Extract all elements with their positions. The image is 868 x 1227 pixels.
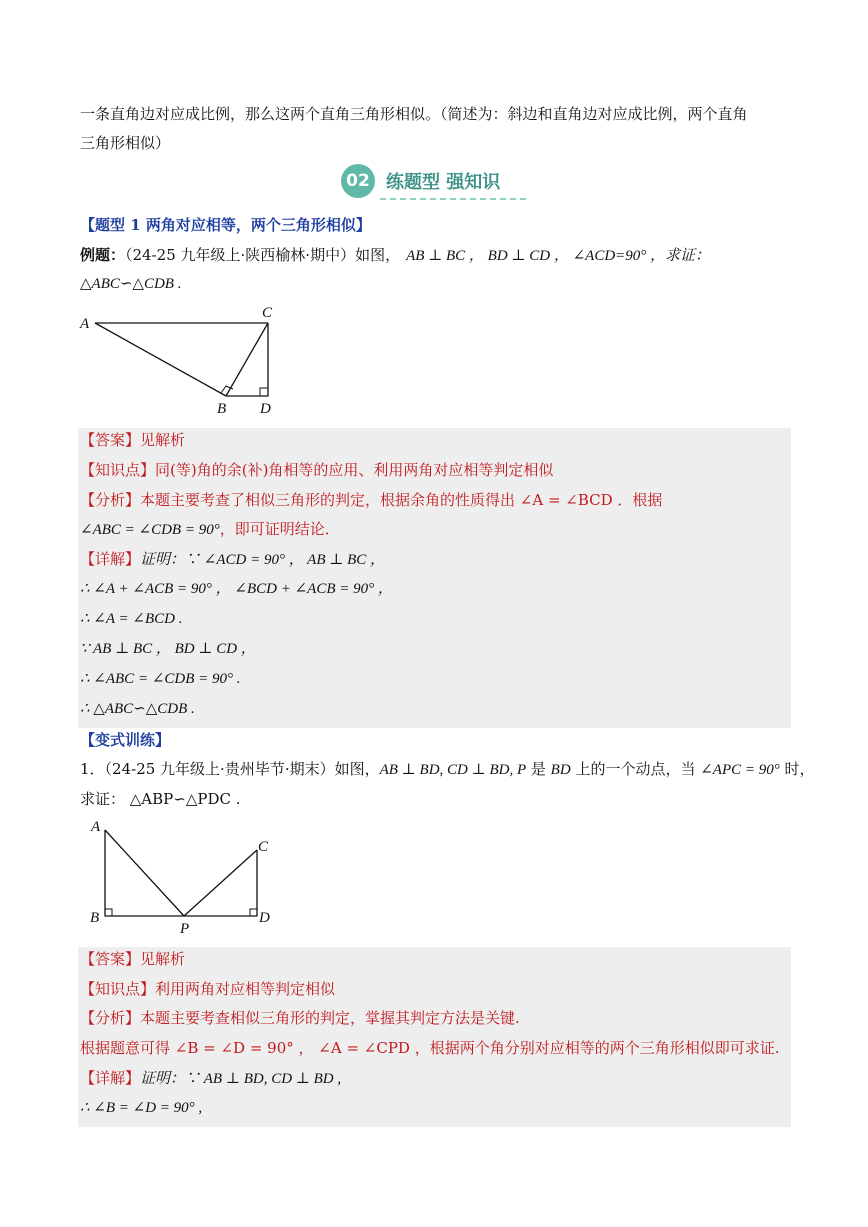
answer1-text: 见解析 xyxy=(140,431,186,449)
answer1-line xyxy=(80,430,185,450)
example-goal: △ABC∽△CDB . xyxy=(80,276,182,292)
detail1-line-5: ∴ △ABC∽△CDB . xyxy=(80,701,195,717)
knowledge1-text: 同(等)角的余(补)角相等的应用、利用两角对应相等判定相似 xyxy=(155,461,554,479)
detail1-line-0 xyxy=(80,549,385,570)
analysis1-tag: 【分析】 xyxy=(80,491,141,509)
variant-heading: 【变式训练】 xyxy=(80,731,171,749)
figure-1-triangle xyxy=(76,300,296,422)
q1-end: 时， xyxy=(779,760,815,778)
detail2-line-0 xyxy=(80,1068,341,1089)
analysis1-text-1: 本题主要考查了相似三角形的判定，根据余角的性质得出 ∠A = ∠BCD ．根据 xyxy=(140,491,663,509)
knowledge1-tag: 【知识点】 xyxy=(80,461,156,479)
analysis1-text-2: ，即可证明结论． xyxy=(219,520,340,538)
q1-tail: 上的一个动点，当 xyxy=(570,760,701,778)
detail1-tag: 【详解】 xyxy=(80,550,141,568)
knowledge1-line xyxy=(80,460,553,480)
fig1-label-a: A xyxy=(80,316,90,332)
q1-math-3: ∠APC = 90° xyxy=(700,762,780,778)
example-label: 例题： xyxy=(80,246,126,264)
variant-q1-line-2: 求证： △ABP∽△PDC . xyxy=(80,790,241,808)
type1-heading: 【题型 1 两角对应相等，两个三角形相似】 xyxy=(80,216,371,234)
intro-line-1: 一条直角边对应成比例，那么这两个直角三角形相似。（简述为：斜边和直角边对应成比例，两个直角 xyxy=(80,105,748,123)
fig1-label-c: C xyxy=(262,305,273,321)
analysis2-text-1: 本题主要考查相似三角形的判定，掌握其判定方法是关键. xyxy=(140,1009,520,1027)
knowledge2-line xyxy=(80,979,335,999)
fig2-label-b: B xyxy=(90,910,100,926)
section-title: 练题型 强知识 xyxy=(386,172,501,193)
fig2-label-d: D xyxy=(259,910,270,926)
section-number: 02 xyxy=(341,164,375,198)
detail1-line-4: ∴ ∠ABC = ∠CDB = 90° . xyxy=(80,671,241,687)
example-conditions: AB ⊥ BC ， BD ⊥ CD ， ∠ACD=90° ，求证： xyxy=(406,248,711,264)
answer2-tag: 【答案】 xyxy=(80,950,141,968)
analysis2-tag: 【分析】 xyxy=(80,1009,141,1027)
detail1-text-0: 证明：∵ ∠ACD = 90° ， AB ⊥ BC ， xyxy=(140,552,386,568)
q1-mid: 是 xyxy=(526,760,551,778)
section-underline xyxy=(380,198,526,200)
fig1-label-b: B xyxy=(217,401,227,417)
q1-math-1: AB ⊥ BD, CD ⊥ BD, P xyxy=(379,762,527,778)
detail1-line-3: ∵ AB ⊥ BC ， BD ⊥ CD ， xyxy=(80,641,256,657)
q1-math-2: BD xyxy=(550,762,571,778)
example-source: （24-25 九年级上·陕西榆林·期中）如图， xyxy=(125,246,401,264)
analysis2-line-1 xyxy=(80,1008,520,1028)
fig2-label-c: C xyxy=(258,839,269,855)
fig1-label-d: D xyxy=(260,401,271,417)
example-line-1 xyxy=(80,245,710,266)
detail2-text-0: 证明：∵ AB ⊥ BD, CD ⊥ BD , xyxy=(140,1071,342,1087)
q1-source: 1．（24-25 九年级上·贵州毕节·期末）如图， xyxy=(80,760,380,778)
variant-q1-line-1 xyxy=(80,759,815,780)
analysis1-line-2 xyxy=(80,519,340,540)
knowledge2-tag: 【知识点】 xyxy=(80,980,156,998)
detail1-line-1: ∴ ∠A + ∠ACB = 90° ， ∠BCD + ∠ACB = 90° ， xyxy=(80,581,393,597)
fig2-label-a: A xyxy=(91,819,101,835)
detail1-line-2: ∴ ∠A = ∠BCD . xyxy=(80,611,183,627)
knowledge2-text: 利用两角对应相等判定相似 xyxy=(155,980,336,998)
analysis1-line-1 xyxy=(80,490,662,510)
analysis1-math: ∠ABC = ∠CDB = 90° xyxy=(80,522,220,538)
fig2-label-p: P xyxy=(180,921,190,937)
answer2-line xyxy=(80,949,185,969)
answer1-tag: 【答案】 xyxy=(80,431,141,449)
detail2-tag: 【详解】 xyxy=(80,1069,141,1087)
analysis2-line-2: 根据题意可得 ∠B = ∠D = 90° ， ∠A = ∠CPD ，根据两个角分别对应相等的两个三角形相似即可求证. xyxy=(80,1039,780,1057)
figure-2-quadrilateral xyxy=(84,815,284,940)
intro-line-2: 三角形相似） xyxy=(80,134,171,152)
detail2-line-1: ∴ ∠B = ∠D = 90° , xyxy=(80,1100,203,1116)
answer2-text: 见解析 xyxy=(140,950,186,968)
